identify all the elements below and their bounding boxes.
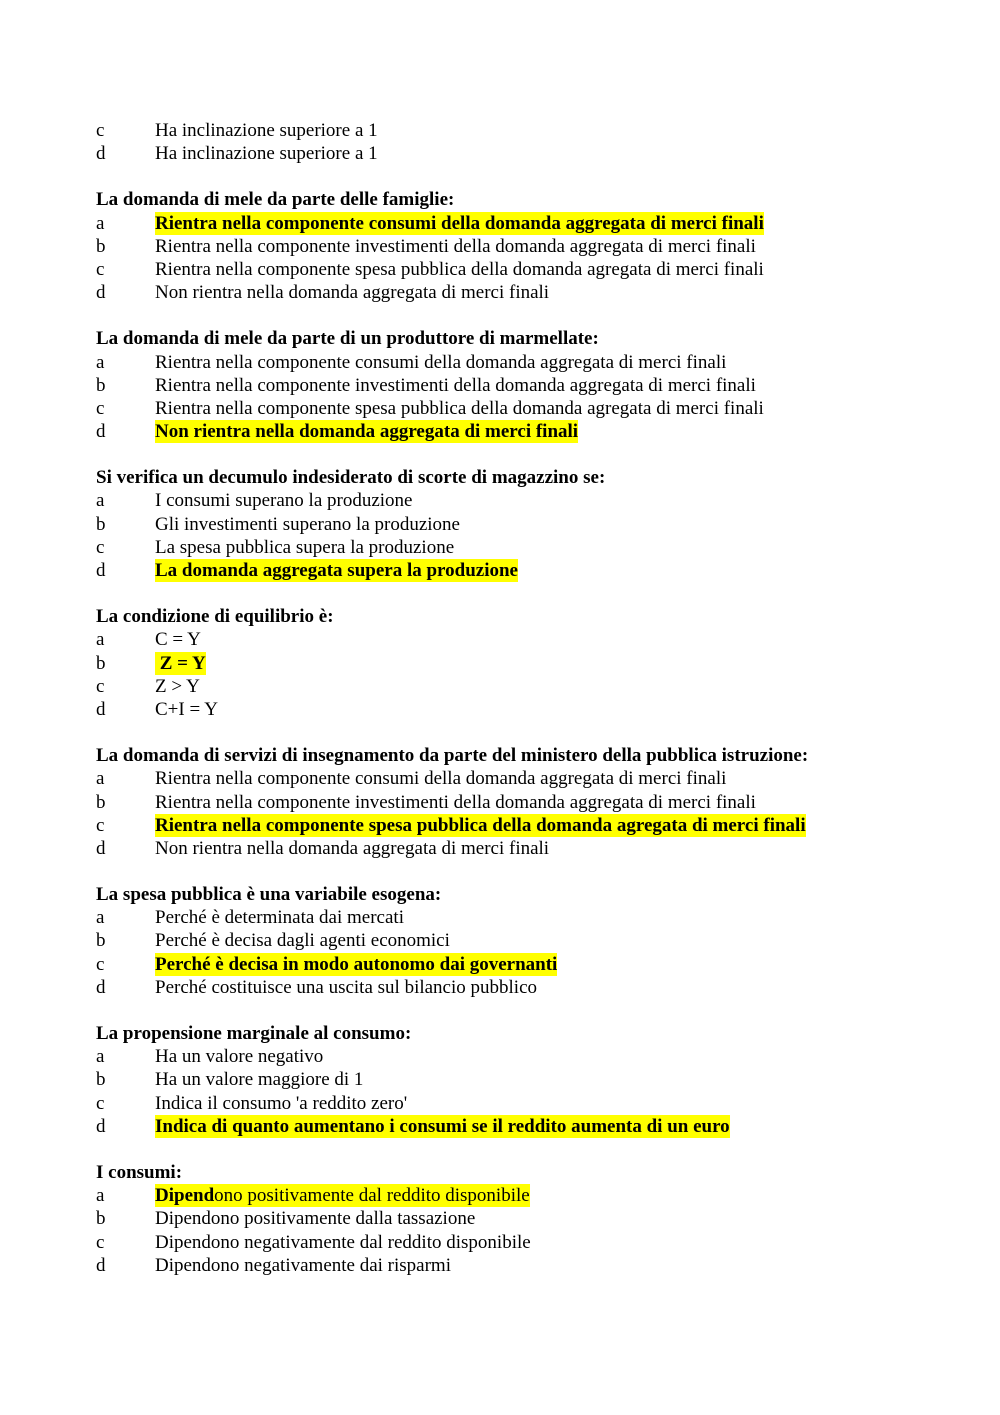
option-letter: c bbox=[96, 258, 105, 280]
question-text: La domanda di servizi di insegnamento da parte del ministero della pubblica istruzione: bbox=[96, 745, 809, 767]
option-letter: d bbox=[96, 421, 106, 443]
option-text bbox=[155, 1092, 407, 1115]
option-plain-text: Rientra nella componente consumi della domanda aggregata di merci finali bbox=[155, 351, 727, 373]
answer-option bbox=[96, 1115, 976, 1138]
question-text: La condizione di equilibrio è: bbox=[96, 606, 334, 628]
option-letter: b bbox=[96, 791, 106, 813]
option-text bbox=[155, 767, 726, 790]
option-text bbox=[155, 536, 454, 559]
question-text: La domanda di mele da parte delle famiglie: bbox=[96, 189, 455, 211]
answer-option bbox=[96, 929, 976, 952]
option-letter: c bbox=[96, 953, 105, 975]
option-plain-text: Rientra nella componente investimenti della domanda aggregata di merci finali bbox=[155, 374, 756, 396]
option-letter: c bbox=[96, 1231, 105, 1253]
answer-option bbox=[96, 1092, 976, 1115]
option-text bbox=[155, 628, 201, 651]
answer-option bbox=[96, 1184, 976, 1207]
answer-option bbox=[96, 142, 976, 165]
correct-answer-text bbox=[155, 420, 578, 443]
option-text bbox=[155, 1231, 531, 1254]
option-bold-text: La domanda aggregata supera la produzione bbox=[155, 560, 518, 581]
option-letter: b bbox=[96, 1069, 106, 1091]
option-letter: a bbox=[96, 1046, 105, 1068]
answer-option bbox=[96, 953, 976, 976]
option-plain-text: La spesa pubblica supera la produzione bbox=[155, 536, 455, 558]
option-text bbox=[155, 1068, 363, 1091]
option-plain-text: Rientra nella componente spesa pubblica della domanda agregata di merci finali bbox=[155, 258, 764, 280]
option-text bbox=[155, 837, 549, 860]
answer-option bbox=[96, 1231, 976, 1254]
option-plain-text: Z > Y bbox=[155, 675, 200, 697]
option-text bbox=[155, 235, 756, 258]
question-text: La spesa pubblica è una variabile esogena: bbox=[96, 884, 442, 906]
option-plain-text: Dipendono negativamente dal reddito disponibile bbox=[155, 1231, 531, 1253]
answer-option bbox=[96, 1045, 976, 1068]
option-plain-text: Non rientra nella domanda aggregata di merci finali bbox=[155, 282, 550, 304]
option-text bbox=[155, 489, 412, 512]
option-letter: a bbox=[96, 907, 105, 929]
option-bold-text: Rientra nella componente consumi della domanda aggregata di merci finali bbox=[155, 212, 764, 234]
option-plain-text: Rientra nella componente consumi della domanda aggregata di merci finali bbox=[155, 768, 727, 790]
correct-answer-text bbox=[155, 814, 806, 837]
option-text bbox=[155, 1045, 323, 1068]
option-letter: b bbox=[96, 513, 106, 535]
correct-answer-text bbox=[155, 559, 518, 582]
answer-option bbox=[96, 489, 976, 512]
correct-answer-text bbox=[155, 953, 557, 976]
answer-option bbox=[96, 791, 976, 814]
answer-option bbox=[96, 119, 976, 142]
option-text bbox=[155, 119, 378, 142]
question-block bbox=[96, 605, 976, 721]
option-text bbox=[155, 281, 549, 304]
option-text bbox=[155, 675, 200, 698]
option-letter: b bbox=[96, 652, 106, 674]
option-letter: c bbox=[96, 120, 105, 141]
option-text bbox=[155, 397, 764, 420]
answer-option bbox=[96, 397, 976, 420]
answer-option bbox=[96, 1068, 976, 1091]
question-block bbox=[96, 744, 976, 860]
answer-option bbox=[96, 281, 976, 304]
option-plain-text: Gli investimenti superano la produzione bbox=[155, 513, 460, 535]
answer-option bbox=[96, 652, 976, 675]
answer-option bbox=[96, 1254, 976, 1277]
option-text bbox=[155, 976, 537, 999]
answer-option bbox=[96, 628, 976, 651]
correct-answer-text bbox=[155, 652, 206, 675]
option-letter: d bbox=[96, 698, 106, 720]
question-block bbox=[96, 188, 976, 304]
option-text bbox=[155, 374, 756, 397]
correct-answer-text bbox=[155, 1184, 530, 1207]
option-letter: d bbox=[96, 282, 106, 304]
question-block bbox=[96, 466, 976, 582]
option-bold-text: Non rientra nella domanda aggregata di merci finali bbox=[155, 421, 579, 443]
option-plain-text: Perché costituisce una uscita sul bilancio pubblico bbox=[155, 976, 538, 998]
answer-option bbox=[96, 212, 976, 235]
option-text bbox=[155, 791, 756, 814]
option-letter: a bbox=[96, 490, 105, 512]
option-plain-text: Rientra nella componente investimenti della domanda aggregata di merci finali bbox=[155, 791, 756, 813]
option-plain-text: Perché è determinata dai mercati bbox=[155, 907, 404, 929]
option-plain-text: Rientra nella componente investimenti della domanda aggregata di merci finali bbox=[155, 235, 756, 257]
answer-option bbox=[96, 906, 976, 929]
question-text: La domanda di mele da parte di un produttore di marmellate: bbox=[96, 328, 599, 350]
answer-option bbox=[96, 976, 976, 999]
answer-option bbox=[96, 420, 976, 443]
answer-option bbox=[96, 675, 976, 698]
option-plain-text: Ha un valore maggiore di 1 bbox=[155, 1069, 364, 1091]
answer-option bbox=[96, 814, 976, 837]
question-text: I consumi: bbox=[96, 1161, 183, 1183]
answer-option bbox=[96, 837, 976, 860]
option-text bbox=[155, 258, 764, 281]
question-block bbox=[96, 327, 976, 443]
option-plain-text: Ha inclinazione superiore a 1 bbox=[155, 120, 378, 141]
option-letter: b bbox=[96, 235, 106, 257]
option-plain-text: ono positivamente dal reddito disponibile bbox=[214, 1185, 530, 1207]
option-letter: b bbox=[96, 930, 106, 952]
option-letter: a bbox=[96, 768, 105, 790]
option-letter: a bbox=[96, 351, 105, 373]
option-plain-text: Rientra nella componente spesa pubblica della domanda agregata di merci finali bbox=[155, 397, 764, 419]
option-letter: c bbox=[96, 397, 105, 419]
answer-option bbox=[96, 374, 976, 397]
option-text bbox=[155, 929, 450, 952]
option-letter: d bbox=[96, 560, 106, 581]
correct-answer-text bbox=[155, 212, 764, 235]
question-block bbox=[96, 883, 976, 999]
answer-option bbox=[96, 258, 976, 281]
option-bold-text: Dipend bbox=[155, 1185, 215, 1207]
answer-option bbox=[96, 536, 976, 559]
option-letter: a bbox=[96, 1185, 105, 1207]
option-text bbox=[155, 906, 404, 929]
option-text bbox=[155, 698, 218, 721]
question-text: Si verifica un decumulo indesiderato di scorte di magazzino se: bbox=[96, 467, 606, 489]
option-bold-text: Z = Y bbox=[155, 652, 206, 674]
answer-option bbox=[96, 698, 976, 721]
quiz-content bbox=[96, 119, 976, 1300]
option-letter: d bbox=[96, 1115, 106, 1137]
option-plain-text: Perché è decisa dagli agenti economici bbox=[155, 930, 450, 952]
option-text bbox=[155, 1207, 475, 1230]
option-text bbox=[155, 513, 460, 536]
option-bold-text: Indica di quanto aumentano i consumi se il reddito aumenta di un euro bbox=[155, 1115, 730, 1137]
answer-option bbox=[96, 513, 976, 536]
option-plain-text: Dipendono positivamente dalla tassazione bbox=[155, 1208, 476, 1230]
option-text bbox=[155, 1254, 451, 1277]
option-bold-text: Perché è decisa in modo autonomo dai governanti bbox=[155, 953, 558, 975]
option-letter: d bbox=[96, 1254, 106, 1276]
option-letter: d bbox=[96, 976, 106, 998]
option-plain-text: Ha inclinazione superiore a 1 bbox=[155, 143, 378, 165]
option-plain-text: C = Y bbox=[155, 629, 201, 651]
option-letter: c bbox=[96, 675, 105, 697]
option-plain-text: Ha un valore negativo bbox=[155, 1046, 324, 1068]
question-text: La propensione marginale al consumo: bbox=[96, 1023, 412, 1044]
question-block bbox=[96, 1161, 976, 1277]
option-text bbox=[155, 142, 378, 165]
option-letter: a bbox=[96, 629, 105, 651]
option-letter: b bbox=[96, 374, 106, 396]
answer-option bbox=[96, 235, 976, 258]
option-letter: c bbox=[96, 1092, 105, 1114]
answer-option bbox=[96, 559, 976, 582]
option-bold-text: Rientra nella componente spesa pubblica della domanda agregata di merci finali bbox=[155, 814, 806, 836]
option-plain-text: Indica il consumo 'a reddito zero' bbox=[155, 1092, 408, 1114]
question-block bbox=[96, 1022, 976, 1138]
option-plain-text: Non rientra nella domanda aggregata di merci finali bbox=[155, 837, 550, 859]
answer-option bbox=[96, 351, 976, 374]
correct-answer-text bbox=[155, 1115, 730, 1138]
question-block bbox=[96, 119, 976, 165]
answer-option bbox=[96, 1207, 976, 1230]
option-plain-text: Dipendono negativamente dai risparmi bbox=[155, 1254, 451, 1276]
option-plain-text: I consumi superano la produzione bbox=[155, 490, 413, 512]
option-plain-text: C+I = Y bbox=[155, 698, 218, 720]
option-letter: c bbox=[96, 536, 105, 558]
option-letter: a bbox=[96, 212, 105, 234]
option-letter: b bbox=[96, 1208, 106, 1230]
answer-option bbox=[96, 767, 976, 790]
option-letter: c bbox=[96, 814, 105, 836]
option-letter: d bbox=[96, 143, 106, 165]
option-text bbox=[155, 351, 726, 374]
option-letter: d bbox=[96, 837, 106, 859]
